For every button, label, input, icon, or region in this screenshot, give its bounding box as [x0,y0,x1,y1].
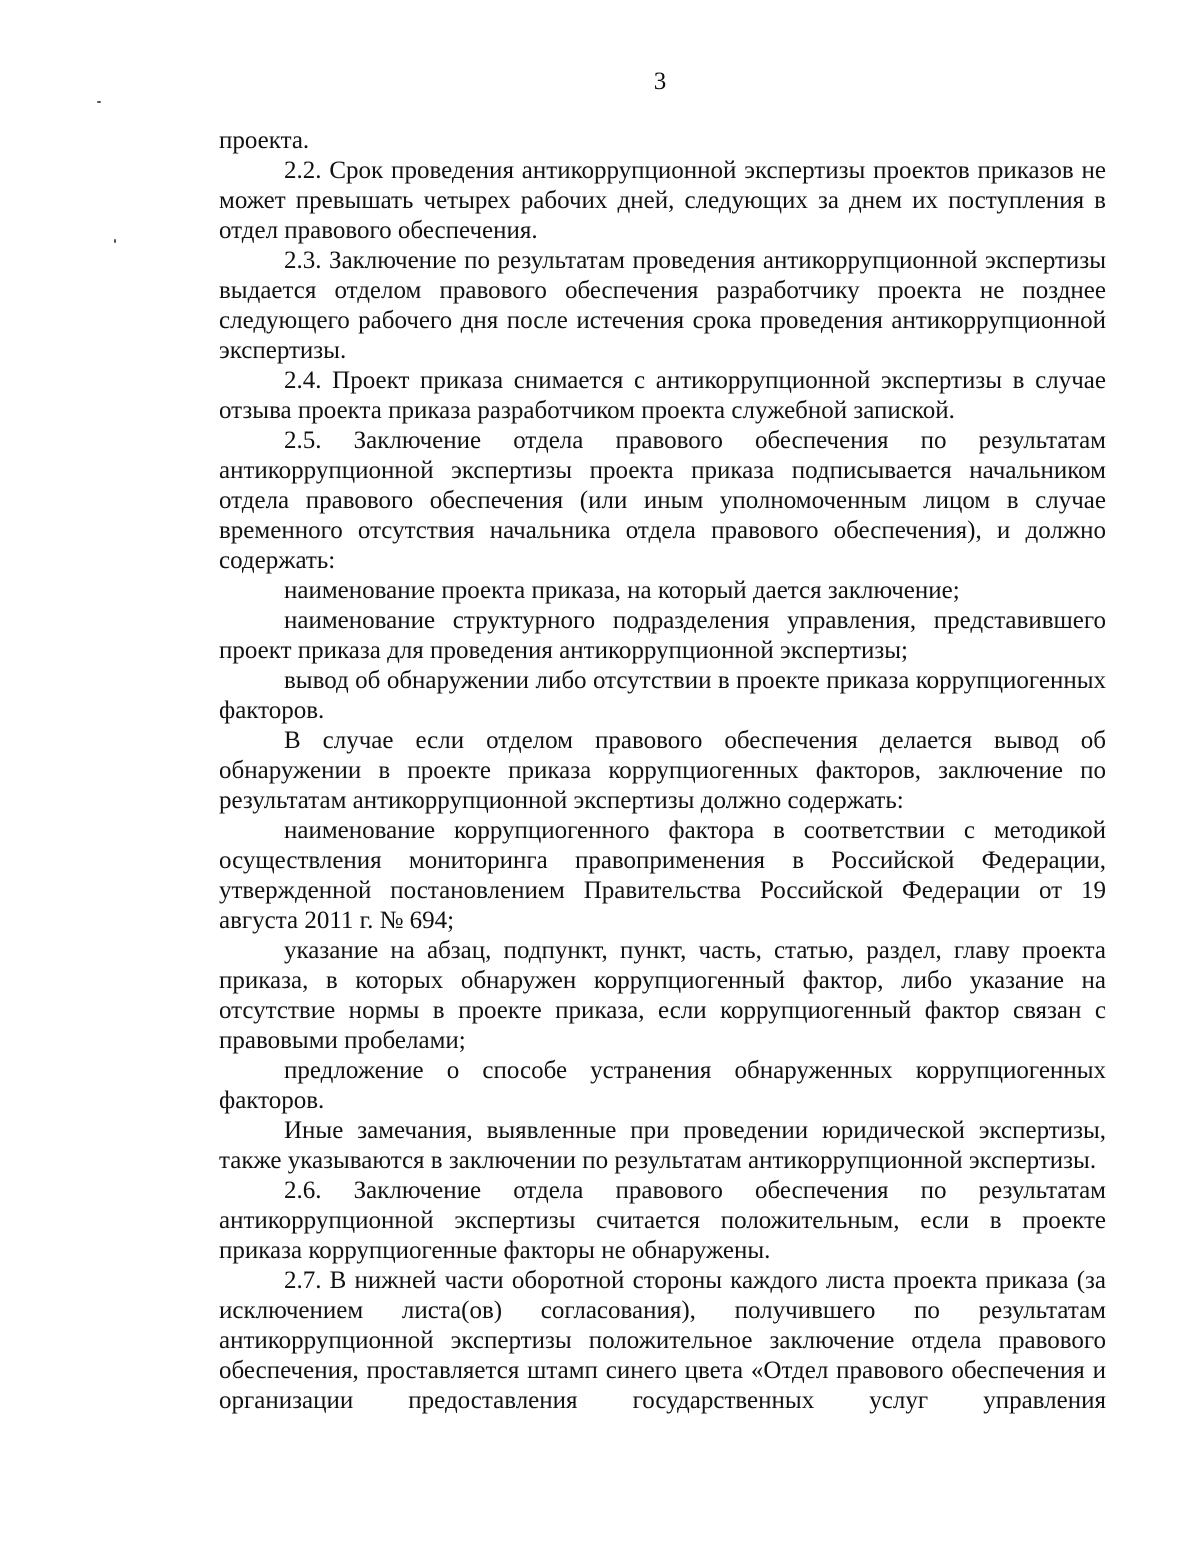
list-item: наименование структурного подразделения управления, представившего проект приказа для проведения антикоррупционной экспертизы; [219,607,1106,664]
document-body [219,126,1106,1416]
page-number: 3 [653,68,667,95]
list-item: указание на абзац, подпункт, пункт, часть, статью, раздел, главу проекта приказа, в которых обнаружен коррупциогенный фактор, либо указание на отсутствие нормы в проекте приказа, если коррупциогенный фактор связан с правовыми пробелами; [219,937,1106,1054]
paragraph: 2.5. Заключение отдела правового обеспечения по результатам антикоррупционной экспертизы проекта приказа подписывается начальником отдела правового обеспечения (или иным уполномоченным лицом в случае временного отсутствия начальника отдела правового обеспечения), и должно содержать: [219,427,1106,574]
list-item: предложение о способе устранения обнаруженных коррупциогенных факторов. [219,1057,1106,1114]
paragraph: Иные замечания, выявленные при проведении юридической экспертизы, также указываются в заключении по результатам антикоррупционной экспертизы. [219,1117,1106,1174]
paragraph: 2.4. Проект приказа снимается с антикоррупционной экспертизы в случае отзыва проекта приказа разработчиком проекта служебной запиской. [219,367,1106,424]
paragraph: 2.6. Заключение отдела правового обеспечения по результатам антикоррупционной экспертизы считается положительным, если в проекте приказа коррупциогенные факторы не обнаружены. [219,1177,1106,1264]
list-item: наименование проекта приказа, на который дается заключение; [284,577,960,604]
scan-speck [97,101,101,103]
paragraph: проекта. [219,127,310,154]
paragraph: 2.7. В нижней части оборотной стороны каждого листа проекта приказа (за исключением листа(ов) согласования), получившего по результатам антикоррупционной экспертизы положительное заключение отдела правового обеспечения, проставляется штамп синего цвета «Отдел правового обеспечения и организации предоставления государственных услуг управления [219,1267,1106,1414]
paragraph: 2.3. Заключение по результатам проведения антикоррупционной экспертизы выдается отделом правового обеспечения разработчику проекта не позднее следующего рабочего дня после истечения срока проведения антикоррупционной экспертизы. [219,247,1106,364]
list-item: наименование коррупциогенного фактора в соответствии с методикой осуществления мониторинга правоприменения в Российской Федерации, утвержденной постановлением Правительства Российской Федерации от 19 августа 2011 г. № 694; [219,817,1106,934]
list-item: вывод об обнаружении либо отсутствии в проекте приказа коррупциогенных факторов. [219,667,1106,724]
paragraph: 2.2. Срок проведения антикоррупционной экспертизы проектов приказов не может превышать четырех рабочих дней, следующих за днем их поступления в отдел правового обеспечения. [219,157,1106,244]
paragraph: В случае если отделом правового обеспечения делается вывод об обнаружении в проекте приказа коррупциогенных факторов, заключение по результатам антикоррупционной экспертизы должно содержать: [219,727,1106,814]
scan-speck [114,239,116,243]
